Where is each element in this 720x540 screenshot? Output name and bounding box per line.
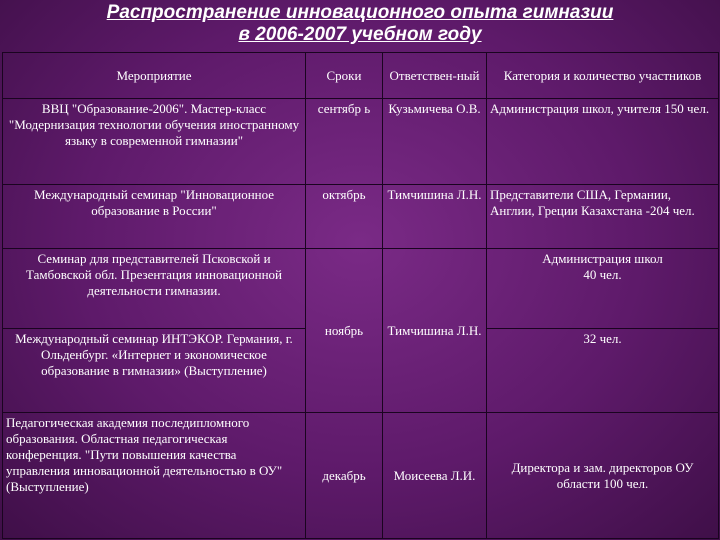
cell-event: Педагогическая академия последипломного образования. Областная педагогическая конференция. "Пути повышения качества управления инновационной деятельностью в ОУ" (Выступление) bbox=[3, 413, 306, 539]
table-row bbox=[3, 413, 719, 539]
cell-category: Администрация школ, учителя 150 чел. bbox=[487, 99, 719, 185]
cell-responsible: Кузьмичева О.В. bbox=[383, 99, 487, 185]
page-title bbox=[0, 2, 720, 46]
table-row bbox=[3, 185, 719, 249]
cell-event: Международный семинар ИНТЭКОР. Германия, г. Ольденбург. «Интернет и экономическое образование в гимназии» (Выступление) bbox=[3, 329, 306, 413]
header-dates: Сроки bbox=[306, 53, 383, 99]
cell-dates-merged: ноябрь bbox=[306, 249, 383, 413]
table-row bbox=[3, 249, 719, 329]
cell-dates: сентябр ь bbox=[306, 99, 383, 185]
cell-responsible: Тимчишина Л.Н. bbox=[383, 185, 487, 249]
cell-category: 32 чел. bbox=[487, 329, 719, 413]
events-table bbox=[2, 52, 719, 539]
table-row bbox=[3, 99, 719, 185]
cell-category: Администрация школ 40 чел. bbox=[487, 249, 719, 329]
cell-responsible-merged: Тимчишина Л.Н. bbox=[383, 249, 487, 413]
header-category: Категория и количество участников bbox=[487, 53, 719, 99]
cell-dates: октябрь bbox=[306, 185, 383, 249]
header-event: Мероприятие bbox=[3, 53, 306, 99]
cell-responsible: Моисеева Л.И. bbox=[383, 413, 487, 539]
cell-dates: декабрь bbox=[306, 413, 383, 539]
cell-category: Директора и зам. директоров ОУ области 100 чел. bbox=[487, 413, 719, 539]
cell-event: Международный семинар "Инновационное образование в России" bbox=[3, 185, 306, 249]
title-line-2: в 2006-2007 учебном году bbox=[238, 24, 482, 45]
cell-category: Представители США, Германии, Англии, Греции Казахстана -204 чел. bbox=[487, 185, 719, 249]
table-header-row bbox=[3, 53, 719, 99]
title-line-1: Распространение инновационного опыта гимназии bbox=[106, 2, 614, 23]
cell-event: ВВЦ "Образование-2006". Мастер-класс "Модернизация технологии обучения иностранному языку в современной гимназии" bbox=[3, 99, 306, 185]
cell-event: Семинар для представителей Псковской и Тамбовской обл. Презентация инновационной деятельности гимназии. bbox=[3, 249, 306, 329]
header-responsible: Ответствен-ный bbox=[383, 53, 487, 99]
